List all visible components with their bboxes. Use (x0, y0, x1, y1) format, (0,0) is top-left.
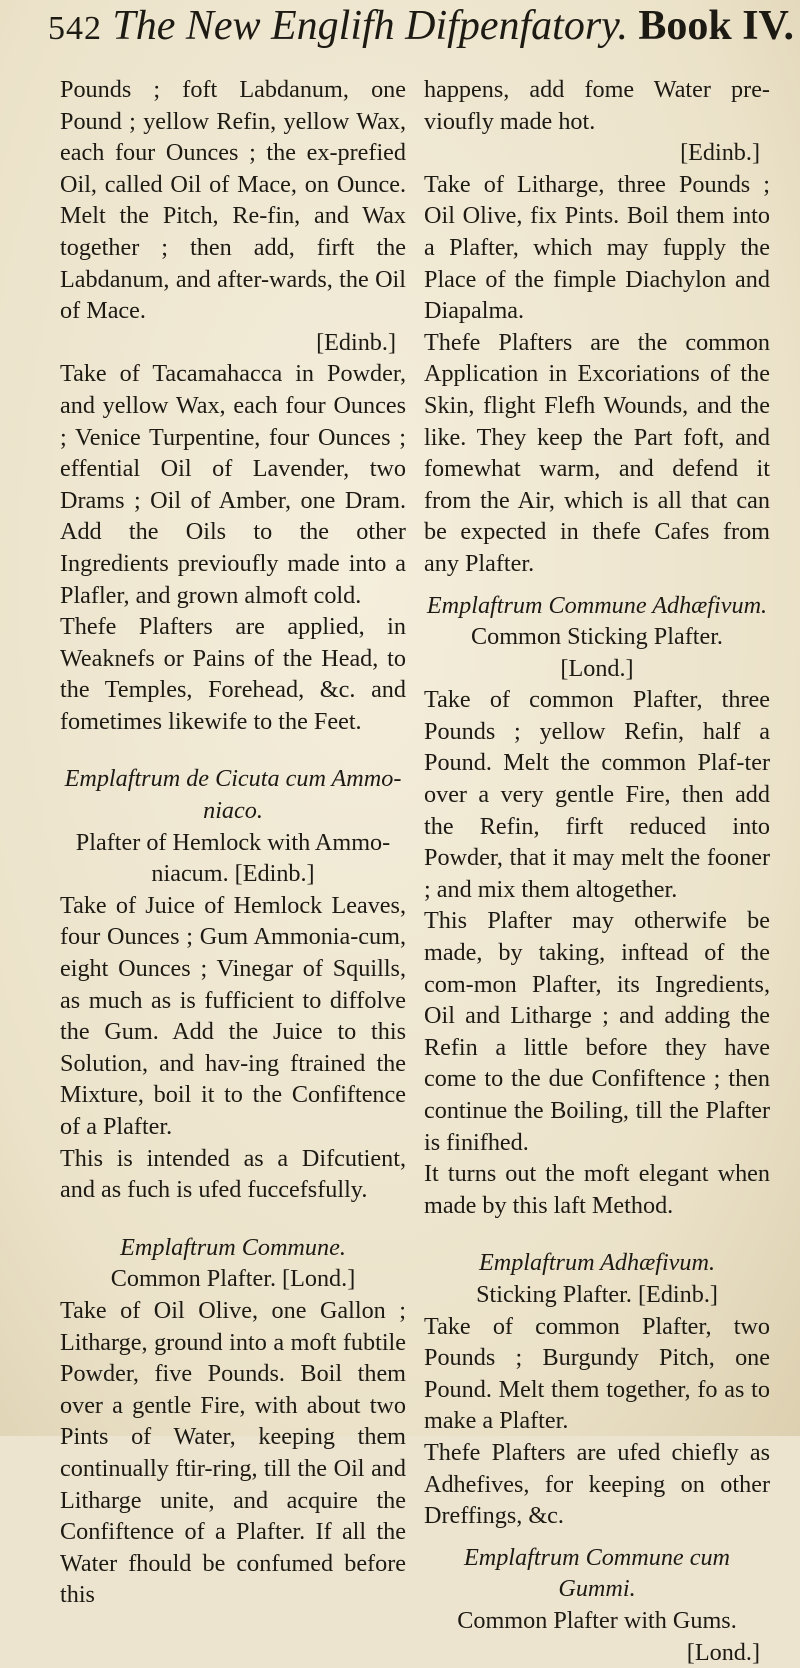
paragraph: Thefe Plafters are ufed chiefly as Adhefives, for keeping on other Dreffings, &c. (424, 1437, 770, 1532)
page-number: 542 (48, 10, 102, 48)
paragraph: Take of common Plafter, two Pounds ; Burgundy Pitch, one Pound. Melt them together, fo as to make a Plafter. (424, 1311, 770, 1437)
recipe-heading: Emplaftrum de Cicuta cum Ammo-niaco. (60, 763, 406, 826)
page-header (48, 2, 794, 74)
paragraph: This Plafter may otherwife be made, by taking, inftead of the com-mon Plafter, its Ingredients, Oil and Litharge ; and adding the Refin a little before they have come to the due Confiftence ; then continue the Boiling, till the Plafter is finifhed. (424, 905, 770, 1158)
running-title: The New Englifh Difpenfatory. (112, 2, 628, 50)
recipe-heading: Emplaftrum Adhæfivum. (424, 1247, 770, 1279)
paragraph: Take of common Plafter, three Pounds ; yellow Refin, half a Pound. Melt the common Plaf-ter over a very gentle Fire, then add the Refin, firft reduced into Powder, that it may melt the fooner ; and mix them altogether. (424, 684, 770, 905)
recipe-heading: Emplaftrum Commune Adhæfivum. (424, 590, 770, 622)
paragraph: Thefe Plafters are the common Application in Excoriations of the Skin, flight Flefh Wounds, and the like. They keep the Part foft, and fomewhat warm, and defend it from the Air, which is all that can be expected in thefe Cafes from any Plafter. (424, 327, 770, 580)
source-reference: [Lond.] (424, 653, 770, 685)
source-reference: [Edinb.] (424, 137, 770, 169)
recipe-subheading: Common Plafter. [Lond.] (60, 1263, 406, 1295)
book-label: Book IV. (638, 2, 794, 50)
paragraph: Take of Tacamahacca in Powder, and yellow Wax, each four Ounces ; Venice Turpentine, four Ounces ; effential Oil of Lavender, two Drams ; Oil of Amber, one Dram. Add the Oils to the other Ingredients previoufly made into a Plafler, and grown almoft cold. (60, 358, 406, 611)
paragraph: Pounds ; foft Labdanum, one Pound ; yellow Refin, yellow Wax, each four Ounces ; the ex-prefied Oil, called Oil of Mace, on Ounce. Melt the Pitch, Re-fin, and Wax together ; then add, firft the Labdanum, and after-wards, the Oil of Mace. (60, 74, 406, 327)
recipe-subheading: Common Plafter with Gums. (424, 1605, 770, 1637)
paragraph: Thefe Plafters are applied, in Weaknefs or Pains of the Head, to the Temples, Forehead, &c. and fometimes likewife to the Feet. (60, 611, 406, 737)
recipe-subheading: Common Sticking Plafter. (424, 621, 770, 653)
recipe-heading: Emplaftrum Commune cum Gummi. (424, 1542, 770, 1605)
paragraph: Take of Litharge, three Pounds ; Oil Olive, fix Pints. Boil them into a Plafter, which may fupply the Place of the fimple Diachylon and Diapalma. (424, 169, 770, 327)
paragraph: Take of Juice of Hemlock Leaves, four Ounces ; Gum Ammonia-cum, eight Ounces ; Vinegar of Squills, as much as is fufficient to diffolve the Gum. Add the Juice to this Solution, and hav-ing ftrained the Mixture, boil it to the Confiftence of a Plafter. (60, 890, 406, 1143)
source-reference: [Lond.] (424, 1637, 770, 1668)
paragraph: happens, add fome Water pre-vioufly made hot. (424, 74, 770, 137)
paragraph: This is intended as a Difcutient, and as fuch is ufed fuccefsfully. (60, 1143, 406, 1206)
recipe-subheading: Sticking Plafter. [Edinb.] (424, 1279, 770, 1311)
paragraph: Take of Oil Olive, one Gallon ; Litharge, ground into a moft fubtile Powder, five Pounds. Boil them over a gentle Fire, with about two Pints of Water, keeping them continually ftir-ring, till the Oil and Litharge unite, and acquire the Confiftence of a Plafter. If all the Water fhould be confumed before this (60, 1295, 406, 1611)
right-column (424, 74, 770, 1668)
recipe-heading: Emplaftrum Commune. (60, 1232, 406, 1264)
paragraph: It turns out the moft elegant when made by this laft Method. (424, 1158, 770, 1221)
recipe-subheading: Plafter of Hemlock with Ammo-niacum. [Edinb.] (60, 827, 406, 890)
source-reference: [Edinb.] (60, 327, 406, 359)
left-column (60, 74, 406, 1611)
